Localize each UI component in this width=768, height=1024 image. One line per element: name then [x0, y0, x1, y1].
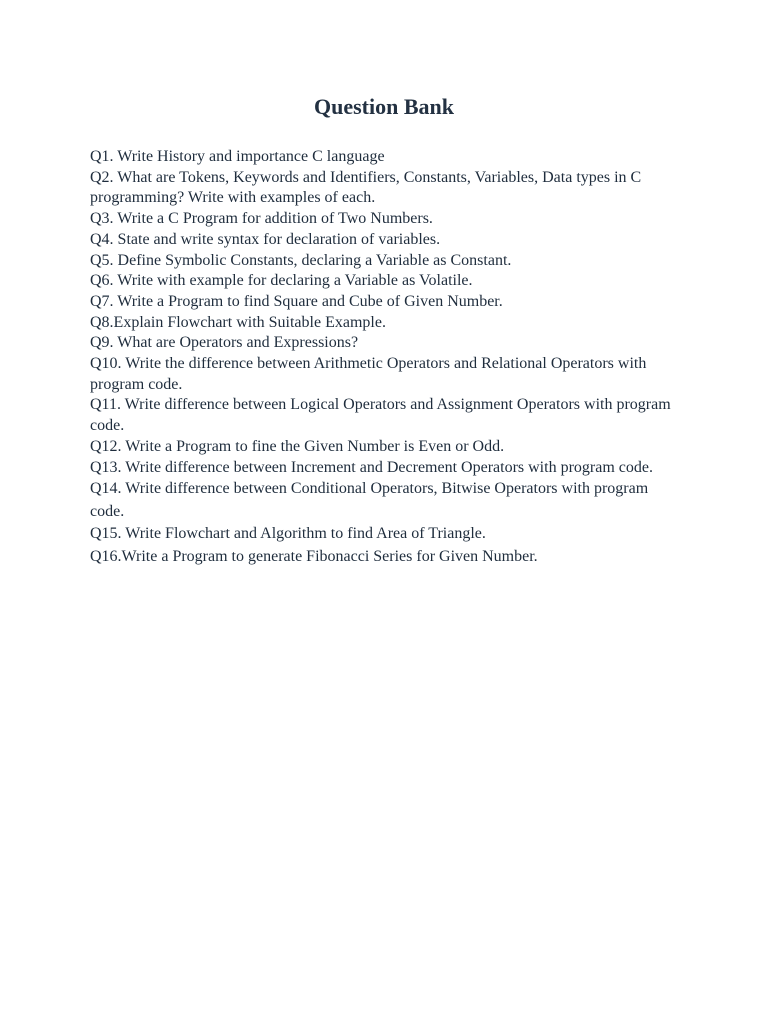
question-item: Q9. What are Operators and Expressions? [90, 334, 359, 352]
question-list [90, 147, 680, 568]
question-item: Q12. Write a Program to fine the Given Number is Even or Odd. [90, 437, 505, 455]
question-item: Q5. Define Symbolic Constants, declaring a Variable as Constant. [90, 251, 512, 269]
question-item: Q2. What are Tokens, Keywords and Identifiers, Constants, Variables, Data types in C programming? Write with examples of each. [90, 168, 642, 207]
question-item: Q1. Write History and importance C language [90, 148, 385, 165]
question-item: Q8.Explain Flowchart with Suitable Example. [90, 313, 386, 331]
question-item: Q6. Write with example for declaring a Variable as Volatile. [90, 272, 473, 290]
question-item: Q15. Write Flowchart and Algorithm to find Area of Triangle. [90, 525, 486, 543]
question-item: Q14. Write difference between Conditional Operators, Bitwise Operators with program code. [90, 480, 649, 520]
question-item: Q4. State and write syntax for declaration of variables. [90, 230, 441, 248]
question-item: Q3. Write a C Program for addition of Two Numbers. [90, 210, 433, 228]
question-item: Q16.Write a Program to generate Fibonacci Series for Given Number. [90, 547, 538, 565]
question-item: Q7. Write a Program to find Square and Cube of Given Number. [90, 292, 503, 310]
question-item: Q11. Write difference between Logical Operators and Assignment Operators with program code. [90, 396, 671, 435]
question-item: Q10. Write the difference between Arithmetic Operators and Relational Operators with program code. [90, 355, 647, 393]
question-item: Q13. Write difference between Increment and Decrement Operators with program code. [90, 458, 653, 476]
page-title: Question Bank [314, 94, 454, 119]
